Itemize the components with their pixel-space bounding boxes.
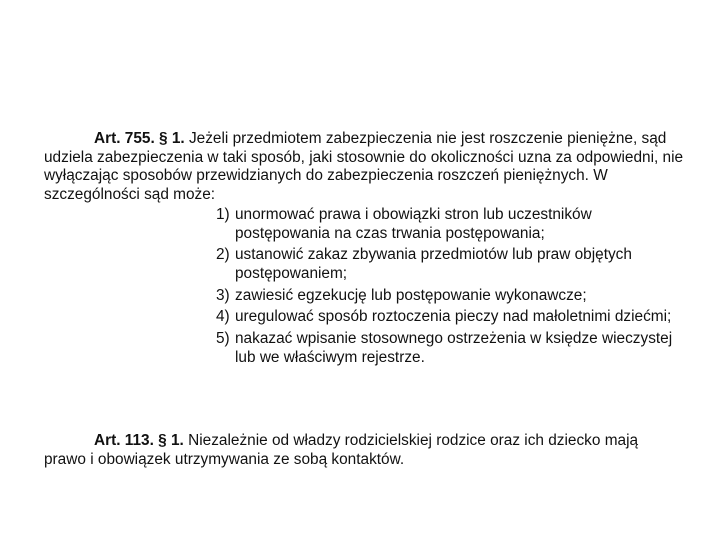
- article-755-text: Jeżeli przedmiotem zabezpieczenia nie jest roszczenie pieniężne, sąd udziela zabezpieczenia w taki sposób, jaki stosownie do okoliczności uzna za odpowiedni, nie wyłączając sposobów przewidzianych do zabezpieczenia roszczeń pieniężnych. W szczególności sąd może:: [44, 130, 684, 203]
- list-item-text: zawiesić egzekucję lub postępowanie wykonawcze;: [235, 286, 587, 304]
- list-item: [216, 246, 684, 283]
- list-item-number: 4): [216, 308, 230, 326]
- list-item-number: 5): [216, 330, 230, 348]
- article-755: [44, 130, 684, 370]
- article-755-paragraph: [44, 130, 684, 204]
- article-113-paragraph: [44, 432, 684, 469]
- list-item-text: nakazać wpisanie stosownego ostrzeżenia w księdze wieczystej lub we właściwym rejestrze.: [235, 330, 673, 366]
- article-113: [44, 432, 684, 469]
- list-item: [216, 287, 684, 306]
- list-item: [216, 308, 684, 327]
- list-item-number: 2): [216, 246, 230, 264]
- list-item-text: ustanowić zakaz zbywania przedmiotów lub praw objętych postępowaniem;: [235, 246, 632, 282]
- list-item-number: 1): [216, 206, 230, 223]
- article-755-list: [44, 206, 684, 367]
- article-113-text: Niezależnie od władzy rodzicielskiej rodzice oraz ich dziecko mają prawo i obowiązek utrzymywania ze sobą kontaktów.: [44, 432, 639, 468]
- list-item-text: unormować prawa i obowiązki stron lub uczestników postępowania na czas trwania postępowania;: [235, 206, 592, 242]
- list-item: [216, 206, 684, 243]
- list-item: [216, 330, 684, 367]
- list-item-number: 3): [216, 286, 230, 304]
- article-755-label: Art. 755. § 1.: [94, 130, 185, 147]
- list-item-text: uregulować sposób roztoczenia pieczy nad małoletnimi dziećmi;: [235, 308, 672, 326]
- article-113-label: Art. 113. § 1.: [94, 432, 184, 449]
